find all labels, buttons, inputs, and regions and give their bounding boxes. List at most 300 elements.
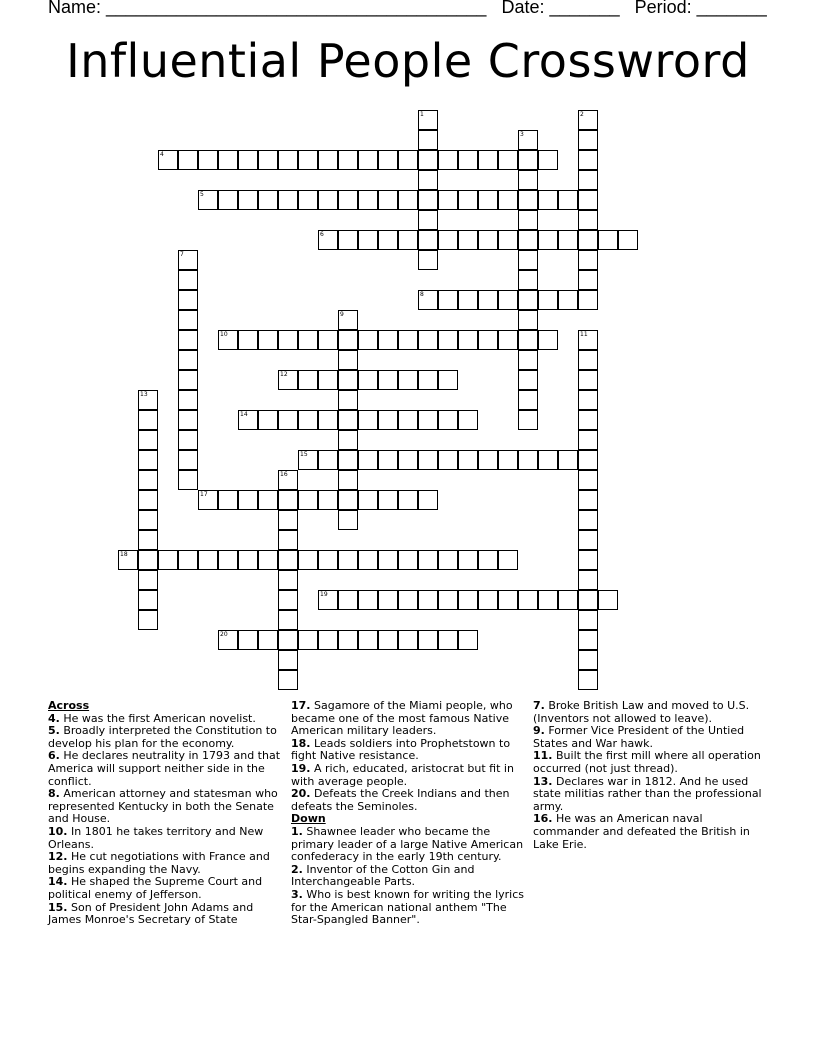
grid-cell[interactable] <box>578 630 598 650</box>
grid-cell[interactable] <box>178 550 198 570</box>
grid-cell[interactable] <box>558 290 578 310</box>
grid-cell[interactable] <box>578 350 598 370</box>
grid-cell[interactable] <box>298 150 318 170</box>
grid-cell[interactable] <box>578 650 598 670</box>
grid-cell[interactable] <box>378 410 398 430</box>
grid-cell[interactable] <box>218 190 238 210</box>
grid-cell[interactable] <box>278 610 298 630</box>
grid-cell[interactable] <box>258 150 278 170</box>
grid-cell[interactable] <box>578 490 598 510</box>
grid-cell[interactable] <box>138 530 158 550</box>
grid-cell[interactable] <box>318 150 338 170</box>
grid-cell[interactable] <box>318 230 338 250</box>
grid-cell[interactable] <box>178 450 198 470</box>
grid-cell[interactable] <box>338 350 358 370</box>
clue-number-label: 15 <box>300 451 308 458</box>
grid-cell[interactable] <box>398 590 418 610</box>
grid-cell[interactable] <box>518 310 538 330</box>
grid-cell[interactable] <box>578 190 598 210</box>
grid-cell[interactable] <box>598 230 618 250</box>
grid-cell[interactable] <box>138 610 158 630</box>
grid-cell[interactable] <box>578 170 598 190</box>
grid-cell[interactable] <box>418 590 438 610</box>
grid-cell[interactable] <box>498 450 518 470</box>
clue-number: 10. <box>48 824 68 838</box>
grid-cell[interactable] <box>478 230 498 250</box>
grid-cell[interactable] <box>578 210 598 230</box>
clue-number-label: 12 <box>280 371 288 378</box>
grid-cell[interactable] <box>358 490 378 510</box>
grid-cell[interactable] <box>198 550 218 570</box>
grid-cell[interactable] <box>418 450 438 470</box>
grid-cell[interactable] <box>198 150 218 170</box>
clue-text: He was the first American novelist. <box>63 711 256 725</box>
name-blank[interactable]: ______________________________________ <box>106 0 487 17</box>
grid-cell[interactable] <box>278 190 298 210</box>
grid-cell[interactable] <box>338 550 358 570</box>
clue-item <box>48 902 286 927</box>
grid-cell[interactable] <box>418 110 438 130</box>
grid-cell[interactable] <box>178 290 198 310</box>
grid-cell[interactable] <box>458 590 478 610</box>
grid-cell[interactable] <box>338 310 358 330</box>
grid-cell[interactable] <box>498 550 518 570</box>
grid-cell[interactable] <box>178 310 198 330</box>
grid-cell[interactable] <box>198 190 218 210</box>
grid-cell[interactable] <box>438 410 458 430</box>
grid-cell[interactable] <box>358 590 378 610</box>
grid-cell[interactable] <box>378 230 398 250</box>
grid-cell[interactable] <box>398 630 418 650</box>
grid-cell[interactable] <box>378 150 398 170</box>
grid-cell[interactable] <box>458 330 478 350</box>
grid-cell[interactable] <box>178 250 198 270</box>
clue-number: 18. <box>291 736 311 750</box>
grid-cell[interactable] <box>178 390 198 410</box>
grid-cell[interactable] <box>238 630 258 650</box>
grid-cell[interactable] <box>338 390 358 410</box>
grid-cell[interactable] <box>118 550 138 570</box>
grid-cell[interactable] <box>338 490 358 510</box>
grid-cell[interactable] <box>498 590 518 610</box>
grid-cell[interactable] <box>578 290 598 310</box>
grid-cell[interactable] <box>518 290 538 310</box>
period-blank[interactable]: _______ <box>696 0 767 17</box>
grid-cell[interactable] <box>258 550 278 570</box>
grid-cell[interactable] <box>578 450 598 470</box>
grid-cell[interactable] <box>418 210 438 230</box>
grid-cell[interactable] <box>478 330 498 350</box>
grid-cell[interactable] <box>518 130 538 150</box>
grid-cell[interactable] <box>578 670 598 690</box>
grid-cell[interactable] <box>318 590 338 610</box>
grid-cell[interactable] <box>518 450 538 470</box>
grid-cell[interactable] <box>338 470 358 490</box>
grid-cell[interactable] <box>558 230 578 250</box>
grid-cell[interactable] <box>298 330 318 350</box>
grid-cell[interactable] <box>158 550 178 570</box>
grid-cell[interactable] <box>338 370 358 390</box>
grid-cell[interactable] <box>318 550 338 570</box>
grid-cell[interactable] <box>478 550 498 570</box>
grid-cell[interactable] <box>538 590 558 610</box>
clues-column-1 <box>48 700 286 927</box>
grid-cell[interactable] <box>598 590 618 610</box>
grid-cell[interactable] <box>398 230 418 250</box>
grid-cell[interactable] <box>378 590 398 610</box>
grid-cell[interactable] <box>458 150 478 170</box>
grid-cell[interactable] <box>418 550 438 570</box>
grid-cell[interactable] <box>338 590 358 610</box>
grid-cell[interactable] <box>498 190 518 210</box>
clue-number-label: 20 <box>220 631 228 638</box>
grid-cell[interactable] <box>298 370 318 390</box>
grid-cell[interactable] <box>398 190 418 210</box>
grid-cell[interactable] <box>458 630 478 650</box>
grid-cell[interactable] <box>338 230 358 250</box>
grid-cell[interactable] <box>318 370 338 390</box>
grid-cell[interactable] <box>138 510 158 530</box>
clue-item <box>48 876 286 901</box>
grid-cell[interactable] <box>338 330 358 350</box>
grid-cell[interactable] <box>278 370 298 390</box>
clue-text: Built the first mill where all operation occurred (not just thread). <box>533 749 761 775</box>
grid-cell[interactable] <box>518 150 538 170</box>
grid-cell[interactable] <box>438 550 458 570</box>
clue-number: 6. <box>48 749 60 763</box>
grid-cell[interactable] <box>578 590 598 610</box>
grid-cell[interactable] <box>258 410 278 430</box>
grid-cell[interactable] <box>278 570 298 590</box>
clue-item <box>48 826 286 851</box>
name-label: Name: <box>48 0 102 17</box>
grid-cell[interactable] <box>238 490 258 510</box>
grid-cell[interactable] <box>438 290 458 310</box>
grid-cell[interactable] <box>578 510 598 530</box>
grid-cell[interactable] <box>518 250 538 270</box>
clue-text: Broke British Law and moved to U.S. (Inventors not allowed to leave). <box>533 699 750 725</box>
grid-cell[interactable] <box>318 630 338 650</box>
grid-cell[interactable] <box>558 190 578 210</box>
grid-cell[interactable] <box>478 290 498 310</box>
grid-cell[interactable] <box>478 150 498 170</box>
grid-cell[interactable] <box>438 230 458 250</box>
grid-cell[interactable] <box>298 410 318 430</box>
clue-text: He declares neutrality in 1793 and that America will support neither side in the conflict. <box>48 749 281 788</box>
grid-cell[interactable] <box>578 390 598 410</box>
grid-cell[interactable] <box>498 150 518 170</box>
grid-cell[interactable] <box>438 630 458 650</box>
grid-cell[interactable] <box>298 550 318 570</box>
grid-cell[interactable] <box>398 370 418 390</box>
grid-cell[interactable] <box>238 410 258 430</box>
grid-cell[interactable] <box>338 430 358 450</box>
grid-cell[interactable] <box>578 130 598 150</box>
grid-cell[interactable] <box>578 370 598 390</box>
grid-cell[interactable] <box>338 510 358 530</box>
grid-cell[interactable] <box>338 410 358 430</box>
grid-cell[interactable] <box>238 190 258 210</box>
grid-cell[interactable] <box>538 150 558 170</box>
grid-cell[interactable] <box>578 610 598 630</box>
grid-cell[interactable] <box>358 630 378 650</box>
grid-cell[interactable] <box>318 450 338 470</box>
grid-cell[interactable] <box>338 150 358 170</box>
grid-cell[interactable] <box>478 590 498 610</box>
grid-cell[interactable] <box>518 230 538 250</box>
grid-cell[interactable] <box>578 550 598 570</box>
grid-cell[interactable] <box>278 590 298 610</box>
clue-text: Who is best known for writing the lyrics for the American national anthem "The Star-Spangled Banner". <box>291 887 525 927</box>
grid-cell[interactable] <box>178 430 198 450</box>
grid-cell[interactable] <box>438 150 458 170</box>
grid-cell[interactable] <box>258 190 278 210</box>
clue-number-label: 4 <box>160 151 164 158</box>
grid-cell[interactable] <box>418 230 438 250</box>
clue-text: Sagamore of the Miami people, who became one of the most famous Native American military leaders. <box>291 699 513 738</box>
grid-cell[interactable] <box>458 550 478 570</box>
grid-cell[interactable] <box>578 250 598 270</box>
grid-cell[interactable] <box>238 150 258 170</box>
grid-cell[interactable] <box>578 110 598 130</box>
grid-cell[interactable] <box>178 150 198 170</box>
grid-cell[interactable] <box>518 190 538 210</box>
grid-cell[interactable] <box>578 270 598 290</box>
clue-item <box>48 851 286 876</box>
grid-cell[interactable] <box>178 370 198 390</box>
grid-cell[interactable] <box>418 170 438 190</box>
grid-cell[interactable] <box>278 550 298 570</box>
clue-item <box>533 776 771 814</box>
grid-cell[interactable] <box>538 330 558 350</box>
clue-number-label: 18 <box>120 551 128 558</box>
grid-cell[interactable] <box>618 230 638 250</box>
grid-cell[interactable] <box>418 290 438 310</box>
grid-cell[interactable] <box>318 490 338 510</box>
grid-cell[interactable] <box>298 190 318 210</box>
grid-cell[interactable] <box>458 290 478 310</box>
date-blank[interactable]: _______ <box>549 0 620 17</box>
grid-cell[interactable] <box>518 330 538 350</box>
grid-cell[interactable] <box>258 630 278 650</box>
grid-cell[interactable] <box>358 330 378 350</box>
grid-cell[interactable] <box>138 430 158 450</box>
grid-cell[interactable] <box>458 230 478 250</box>
grid-cell[interactable] <box>578 230 598 250</box>
grid-cell[interactable] <box>418 370 438 390</box>
grid-cell[interactable] <box>278 510 298 530</box>
grid-cell[interactable] <box>218 150 238 170</box>
grid-cell[interactable] <box>418 630 438 650</box>
grid-cell[interactable] <box>518 350 538 370</box>
grid-cell[interactable] <box>218 330 238 350</box>
grid-cell[interactable] <box>438 190 458 210</box>
grid-cell[interactable] <box>398 550 418 570</box>
grid-cell[interactable] <box>178 350 198 370</box>
grid-cell[interactable] <box>138 590 158 610</box>
grid-cell[interactable] <box>138 550 158 570</box>
grid-cell[interactable] <box>438 330 458 350</box>
clue-text: American attorney and statesman who represented Kentucky in both the Senate and House. <box>48 787 278 826</box>
clue-item <box>48 750 286 788</box>
grid-cell[interactable] <box>278 490 298 510</box>
clue-number: 20. <box>291 787 311 801</box>
grid-cell[interactable] <box>458 450 478 470</box>
grid-cell[interactable] <box>318 410 338 430</box>
grid-cell[interactable] <box>358 370 378 390</box>
clue-number: 5. <box>48 724 60 738</box>
grid-cell[interactable] <box>578 410 598 430</box>
clue-number-label: 3 <box>520 131 524 138</box>
grid-cell[interactable] <box>438 370 458 390</box>
grid-cell[interactable] <box>178 470 198 490</box>
grid-cell[interactable] <box>418 250 438 270</box>
grid-cell[interactable] <box>258 490 278 510</box>
grid-cell[interactable] <box>178 330 198 350</box>
grid-cell[interactable] <box>138 410 158 430</box>
grid-cell[interactable] <box>518 210 538 230</box>
grid-cell[interactable] <box>578 470 598 490</box>
grid-cell[interactable] <box>278 630 298 650</box>
grid-cell[interactable] <box>398 450 418 470</box>
grid-cell[interactable] <box>138 490 158 510</box>
grid-cell[interactable] <box>278 150 298 170</box>
grid-cell[interactable] <box>378 330 398 350</box>
grid-cell[interactable] <box>438 450 458 470</box>
grid-cell[interactable] <box>518 370 538 390</box>
grid-cell[interactable] <box>378 450 398 470</box>
grid-cell[interactable] <box>358 450 378 470</box>
clue-text: Son of President John Adams and James Monroe's Secretary of State <box>48 900 254 927</box>
grid-cell[interactable] <box>298 490 318 510</box>
grid-cell[interactable] <box>318 330 338 350</box>
clue-number-label: 7 <box>180 251 184 258</box>
grid-cell[interactable] <box>578 150 598 170</box>
grid-cell[interactable] <box>138 570 158 590</box>
grid-cell[interactable] <box>538 230 558 250</box>
grid-cell[interactable] <box>398 150 418 170</box>
grid-cell[interactable] <box>498 230 518 250</box>
grid-cell[interactable] <box>398 410 418 430</box>
grid-cell[interactable] <box>418 330 438 350</box>
grid-cell[interactable] <box>518 590 538 610</box>
grid-cell[interactable] <box>278 650 298 670</box>
grid-cell[interactable] <box>358 190 378 210</box>
grid-cell[interactable] <box>578 530 598 550</box>
grid-cell[interactable] <box>298 630 318 650</box>
grid-cell[interactable] <box>138 390 158 410</box>
grid-cell[interactable] <box>498 290 518 310</box>
clue-item <box>533 750 771 775</box>
clue-number: 3. <box>291 887 303 901</box>
grid-cell[interactable] <box>378 190 398 210</box>
grid-cell[interactable] <box>238 330 258 350</box>
grid-cell[interactable] <box>558 450 578 470</box>
clue-item <box>291 889 529 927</box>
grid-cell[interactable] <box>278 530 298 550</box>
grid-cell[interactable] <box>278 470 298 490</box>
grid-cell[interactable] <box>378 550 398 570</box>
clue-number-label: 8 <box>420 291 424 298</box>
clue-number: 19. <box>291 761 311 775</box>
clue-number-label: 5 <box>200 191 204 198</box>
grid-cell[interactable] <box>418 490 438 510</box>
grid-cell[interactable] <box>578 330 598 350</box>
grid-cell[interactable] <box>518 270 538 290</box>
clue-text: He cut negotiations with France and begins expanding the Navy. <box>48 850 270 876</box>
grid-cell[interactable] <box>418 150 438 170</box>
grid-cell[interactable] <box>278 670 298 690</box>
grid-cell[interactable] <box>158 150 178 170</box>
grid-cell[interactable] <box>478 190 498 210</box>
grid-cell[interactable] <box>238 550 258 570</box>
grid-cell[interactable] <box>398 330 418 350</box>
grid-cell[interactable] <box>338 630 358 650</box>
grid-cell[interactable] <box>538 290 558 310</box>
grid-cell[interactable] <box>498 330 518 350</box>
grid-cell[interactable] <box>378 630 398 650</box>
date-label: Date: <box>501 0 545 17</box>
clue-item <box>533 725 771 750</box>
grid-cell[interactable] <box>338 190 358 210</box>
grid-cell[interactable] <box>218 550 238 570</box>
grid-cell[interactable] <box>378 370 398 390</box>
grid-cell[interactable] <box>178 410 198 430</box>
grid-cell[interactable] <box>138 450 158 470</box>
grid-cell[interactable] <box>218 630 238 650</box>
grid-cell[interactable] <box>198 490 218 510</box>
grid-cell[interactable] <box>178 270 198 290</box>
clue-item <box>291 788 529 813</box>
grid-cell[interactable] <box>398 490 418 510</box>
grid-cell[interactable] <box>418 130 438 150</box>
grid-cell[interactable] <box>438 590 458 610</box>
grid-cell[interactable] <box>358 150 378 170</box>
grid-cell[interactable] <box>538 450 558 470</box>
grid-cell[interactable] <box>418 410 438 430</box>
grid-cell[interactable] <box>418 190 438 210</box>
clue-number-label: 2 <box>580 111 584 118</box>
grid-cell[interactable] <box>478 450 498 470</box>
grid-cell[interactable] <box>358 550 378 570</box>
clue-number: 15. <box>48 900 68 914</box>
clue-number-label: 17 <box>200 491 208 498</box>
grid-cell[interactable] <box>258 330 278 350</box>
clue-item <box>291 738 529 763</box>
grid-cell[interactable] <box>358 410 378 430</box>
grid-cell[interactable] <box>518 390 538 410</box>
grid-cell[interactable] <box>278 330 298 350</box>
clue-item <box>291 864 529 889</box>
grid-cell[interactable] <box>278 410 298 430</box>
grid-cell[interactable] <box>138 470 158 490</box>
grid-cell[interactable] <box>518 170 538 190</box>
grid-cell[interactable] <box>518 410 538 430</box>
grid-cell[interactable] <box>218 490 238 510</box>
grid-cell[interactable] <box>358 230 378 250</box>
grid-cell[interactable] <box>458 410 478 430</box>
grid-cell[interactable] <box>578 570 598 590</box>
grid-cell[interactable] <box>578 430 598 450</box>
grid-cell[interactable] <box>338 450 358 470</box>
grid-cell[interactable] <box>318 190 338 210</box>
clue-number: 2. <box>291 862 303 876</box>
grid-cell[interactable] <box>298 450 318 470</box>
grid-cell[interactable] <box>458 190 478 210</box>
grid-cell[interactable] <box>558 590 578 610</box>
grid-cell[interactable] <box>538 190 558 210</box>
grid-cell[interactable] <box>378 490 398 510</box>
